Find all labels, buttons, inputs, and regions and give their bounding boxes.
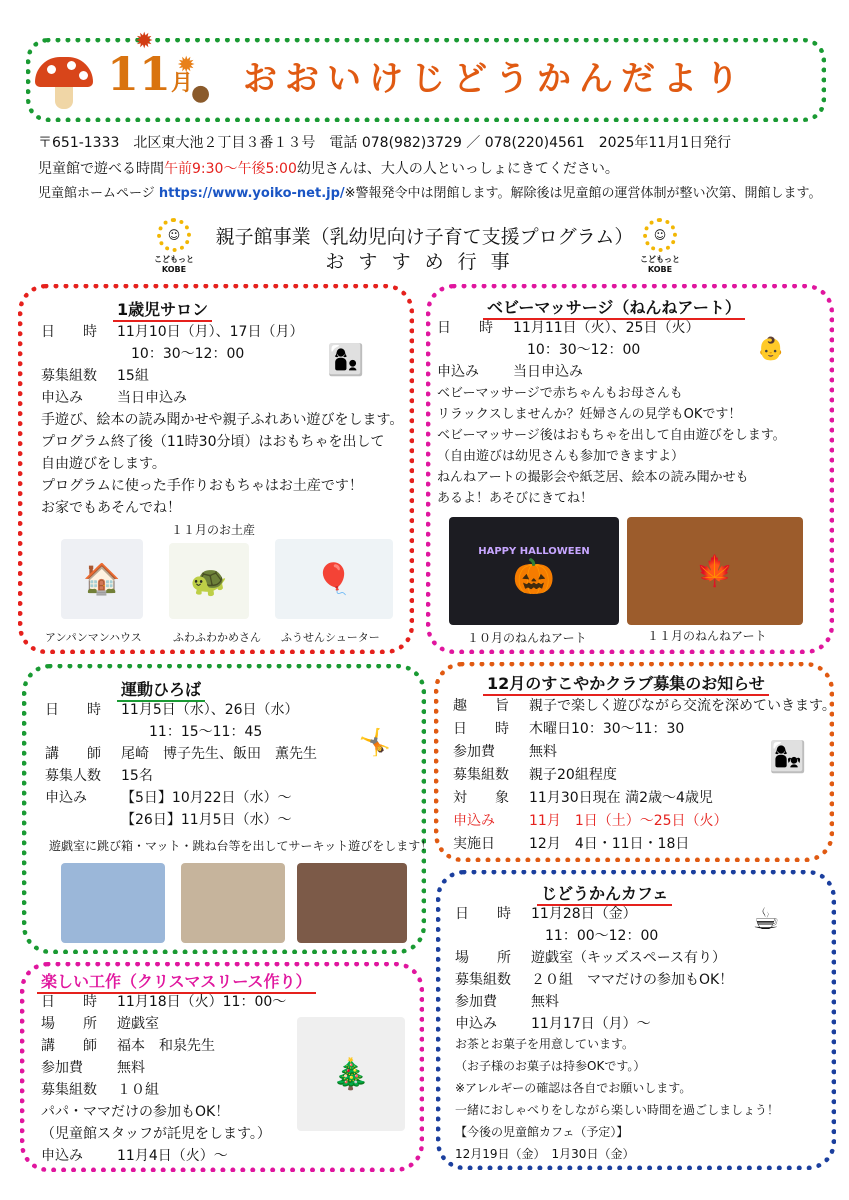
photo-caption: ふわふわかめさん xyxy=(173,631,261,644)
month-number: 11月 xyxy=(107,47,194,101)
undou-title: 運動ひろば xyxy=(117,677,205,702)
row-key: 日 時 xyxy=(41,324,97,340)
row-key: 募集組数 xyxy=(453,767,509,783)
salon-title: 1歳児サロン xyxy=(113,297,212,322)
row-value: 親子で楽しく遊びながら交流を深めていきます。 xyxy=(529,698,836,714)
row-key: 参加費 xyxy=(41,1060,83,1076)
body-text: 【今後の児童館カフェ（予定）】 xyxy=(455,1125,629,1139)
massage-illustration: 👶 xyxy=(757,336,785,362)
info-row xyxy=(455,971,733,989)
mat-photo xyxy=(181,863,285,943)
info-row xyxy=(455,1015,651,1033)
row-value: 15組 xyxy=(117,368,149,384)
row-key: 参加費 xyxy=(455,994,497,1010)
row-value: 10：30～12：00 xyxy=(117,346,245,362)
info-row xyxy=(455,993,559,1011)
mushroom-icon xyxy=(35,57,93,87)
row-key: 申込み xyxy=(45,790,87,806)
row-key: 申込み xyxy=(41,390,83,406)
row-key: 申込み xyxy=(437,364,479,380)
row-key: 日 時 xyxy=(455,906,511,922)
info-row xyxy=(45,811,292,829)
info-row xyxy=(453,835,689,853)
body-text: ※アレルギーの確認は各自でお願いします。 xyxy=(455,1081,692,1095)
body-text: ベビーマッサージ後はおもちゃを出して自由遊びをします。 xyxy=(437,428,786,443)
row-key: 趣 旨 xyxy=(453,698,509,714)
row-value: 無料 xyxy=(529,744,557,760)
row-key: 日 時 xyxy=(41,994,97,1010)
row-value: 11月17日（月）～ xyxy=(531,1016,651,1032)
maple-leaf-icon: ✹ xyxy=(135,29,154,54)
row-key: 場 所 xyxy=(455,950,511,966)
row-value: 11月18日（火）11：00～ xyxy=(117,994,287,1010)
body-text: 自由遊びをします。 xyxy=(41,456,166,472)
body-text: 手遊び、絵本の読み聞かせや親子ふれあい遊びをします。 xyxy=(41,412,404,428)
info-row xyxy=(41,367,149,385)
row-key: 申込み xyxy=(455,1016,497,1032)
cafe-section xyxy=(436,870,836,1170)
info-row xyxy=(455,905,637,923)
row-value: ２０組 ママだけの参加もOK！ xyxy=(531,972,734,988)
hours-value: 午前9:30～午後5:00 xyxy=(164,161,297,177)
row-value: 遊戯室（キッズスペース有り） xyxy=(531,950,727,966)
body-text: あるよ！あそびにきてね！ xyxy=(437,491,594,506)
undou-section xyxy=(22,664,433,954)
newsletter-title: おおいけじどうかんだより xyxy=(243,59,747,99)
body-text: ねんねアートの撮影会や紙芝居、絵本の読み聞かせも xyxy=(437,470,749,485)
photo-caption: アンパンマンハウス xyxy=(45,631,142,644)
row-value: 無料 xyxy=(117,1060,145,1076)
info-row xyxy=(453,766,617,784)
row-key: 講 師 xyxy=(41,1038,97,1054)
info-row xyxy=(437,363,583,381)
row-value: 11月 1日（土）～25日（火） xyxy=(529,813,728,829)
photo-caption: １１月のねんねアート xyxy=(647,629,767,643)
body-text: （児童館スタッフが託児をします。） xyxy=(41,1126,271,1142)
row-value: 11月30日現在 満2歳～4歳児 xyxy=(529,790,713,806)
program-subheading: おすすめ行事 xyxy=(325,251,524,273)
row-key: 募集組数 xyxy=(41,1082,97,1098)
row-value: 当日申込み xyxy=(117,390,187,406)
running-child-illustration: 🤸 xyxy=(358,728,392,758)
halloween-nenne-art-photo: HAPPY HALLOWEEN 🎃 xyxy=(449,517,619,625)
row-value: 11月10日（月）、17日（月） xyxy=(117,324,304,340)
sun-face-icon: ☺ xyxy=(157,218,191,252)
info-row xyxy=(41,1015,159,1033)
mother-child-illustration: 👩‍👧 xyxy=(769,739,807,775)
massage-title: ベビーマッサージ（ねんねアート） xyxy=(483,295,745,320)
info-row xyxy=(41,1059,145,1077)
row-key: 対 象 xyxy=(453,790,509,806)
homepage-link[interactable]: https://www.yoiko-net.jp/ xyxy=(158,186,345,201)
info-row xyxy=(453,697,836,715)
row-value: 木曜日10：30～11：30 xyxy=(529,721,685,737)
row-value: 遊戯室 xyxy=(117,1016,159,1032)
sukoyaka-section xyxy=(434,662,834,862)
anpanman-house-photo: 🏠 xyxy=(61,539,143,619)
row-key: 申込み xyxy=(41,1148,83,1164)
info-row xyxy=(453,812,728,830)
info-row xyxy=(41,1147,228,1165)
program-heading: 親子館事業（乳幼児向け子育て支援プログラム） xyxy=(215,226,634,248)
info-row xyxy=(453,789,713,807)
row-key: 募集人数 xyxy=(45,768,101,784)
cafe-illustration: ☕ xyxy=(752,901,780,937)
info-row xyxy=(45,789,292,807)
row-value: 11月5日（水）、26日（水） xyxy=(121,702,299,718)
craft-section xyxy=(20,962,424,1172)
info-row xyxy=(41,993,286,1011)
row-value: 尾崎 博子先生、飯田 薫先生 xyxy=(121,746,317,762)
row-value: 11：15～11：45 xyxy=(121,724,263,740)
body-text: お茶とお菓子を用意しています。 xyxy=(455,1037,635,1051)
cafe-title: じどうかんカフェ xyxy=(537,881,672,906)
row-value: 親子20組程度 xyxy=(529,767,617,783)
row-value: 11月4日（火）～ xyxy=(117,1148,228,1164)
row-value: 11月28日（金） xyxy=(531,906,637,922)
info-row xyxy=(45,767,153,785)
body-text: 一緒におしゃべりをしながら楽しい時間を過ごしましょう！ xyxy=(455,1103,780,1117)
baby-massage-section xyxy=(426,284,834,654)
balloon-shooter-photo: 🎈 xyxy=(275,539,393,619)
row-value: 11月11日（火）、25日（火） xyxy=(513,320,700,336)
row-value: 12月 4日・11日・18日 xyxy=(529,836,690,852)
maple-leaf-icon: ✹ xyxy=(177,53,196,78)
row-key: 募集組数 xyxy=(41,368,97,384)
body-text: リラックスしませんか？妊婦さんの見学もOKです！ xyxy=(437,407,742,422)
row-key: 実施日 xyxy=(453,836,495,852)
photo-caption: １０月のねんねアート xyxy=(467,631,587,645)
ladder-photo xyxy=(297,863,407,943)
header-banner xyxy=(26,29,826,122)
christmas-wreath-photo: 🎄 xyxy=(297,1017,405,1131)
info-row xyxy=(455,949,726,967)
body-text: プログラム終了後（11時30分頃）はおもちゃを出して xyxy=(41,434,385,450)
vaulting-box-photo xyxy=(61,863,165,943)
sun-face-icon: ☺ xyxy=(643,218,677,252)
info-row xyxy=(45,701,299,719)
info-row xyxy=(45,745,317,763)
row-value: 【26日】11月5日（水）～ xyxy=(121,812,292,828)
row-value: 15名 xyxy=(121,768,153,784)
info-row xyxy=(453,743,557,761)
row-key: 場 所 xyxy=(41,1016,97,1032)
info-row xyxy=(41,1081,159,1099)
body-text: パパ・ママだけの参加もOK！ xyxy=(41,1104,230,1120)
info-row xyxy=(41,1037,215,1055)
photo-caption: ふうせんシューター xyxy=(281,631,380,644)
row-key: 日 時 xyxy=(45,702,101,718)
homepage-line: 児童館ホームページ https://www.yoiko-net.jp/※警報発令中は閉館します。解除後は児童館の運営体制が整い次第、開館します。 xyxy=(38,186,822,201)
info-row xyxy=(437,341,640,359)
info-row xyxy=(41,323,303,341)
row-key: 講 師 xyxy=(45,746,101,762)
info-row xyxy=(437,319,699,337)
souvenir-label: １１月のお土産 xyxy=(171,523,256,537)
row-value: 当日申込み xyxy=(513,364,583,380)
hours-line: 児童館で遊べる時間午前9:30～午後5:00幼児さんは、大人の人といっしょにきてください。 xyxy=(38,161,619,177)
kodomotto-logo: ☺ こどもっと KOBE xyxy=(640,218,680,274)
craft-title: 楽しい工作（クリスマスリース作り） xyxy=(37,969,316,994)
row-value: 福本 和泉先生 xyxy=(117,1038,215,1054)
row-value: １０組 xyxy=(117,1082,159,1098)
info-row xyxy=(41,389,187,407)
row-value: 11：00～12：00 xyxy=(531,928,659,944)
salon-section xyxy=(18,284,414,654)
row-value: 10：30～12：00 xyxy=(513,342,641,358)
row-key: 申込み xyxy=(453,813,495,829)
sukoyaka-title: 12月のすこやかクラブ募集のお知らせ xyxy=(483,671,769,696)
body-text: プログラムに使った手作りおもちゃはお土産です！ xyxy=(41,478,363,494)
undou-description: 遊戯室に跳び箱・マット・跳ね台等を出してサーキット遊びをします！ xyxy=(49,839,433,853)
kodomotto-logo: ☺ こどもっと KOBE xyxy=(154,218,194,274)
row-value: 無料 xyxy=(531,994,559,1010)
body-text: お家でもあそんでね！ xyxy=(41,500,181,516)
body-text: （自由遊びは幼児さんも参加できますよ） xyxy=(437,449,685,464)
info-row xyxy=(455,927,658,945)
acorn-icon: ● xyxy=(191,81,211,106)
body-text: （お子様のお菓子は持参OKです。） xyxy=(455,1059,646,1073)
row-value: 【5日】10月22日（水）～ xyxy=(121,790,292,806)
row-key: 募集組数 xyxy=(455,972,511,988)
turtle-photo: 🐢 xyxy=(169,543,249,619)
body-text: 12月19日（金） 1月30日（金） xyxy=(455,1147,635,1161)
row-key: 日 時 xyxy=(453,721,509,737)
row-key: 参加費 xyxy=(453,744,495,760)
parent-child-illustration: 👩‍👦 xyxy=(327,342,365,378)
info-row xyxy=(453,720,684,738)
info-row xyxy=(45,723,262,741)
address-line: 〒651-1333 北区東大池２丁目３番１３号 電話 078(982)3729 ／ 078(220)4561 2025年11月1日発行 xyxy=(38,135,732,151)
autumn-nenne-art-photo: 🍁 xyxy=(627,517,803,625)
row-key: 日 時 xyxy=(437,320,493,336)
info-row xyxy=(41,345,244,363)
body-text: ベビーマッサージで赤ちゃんもお母さんも xyxy=(437,386,683,401)
